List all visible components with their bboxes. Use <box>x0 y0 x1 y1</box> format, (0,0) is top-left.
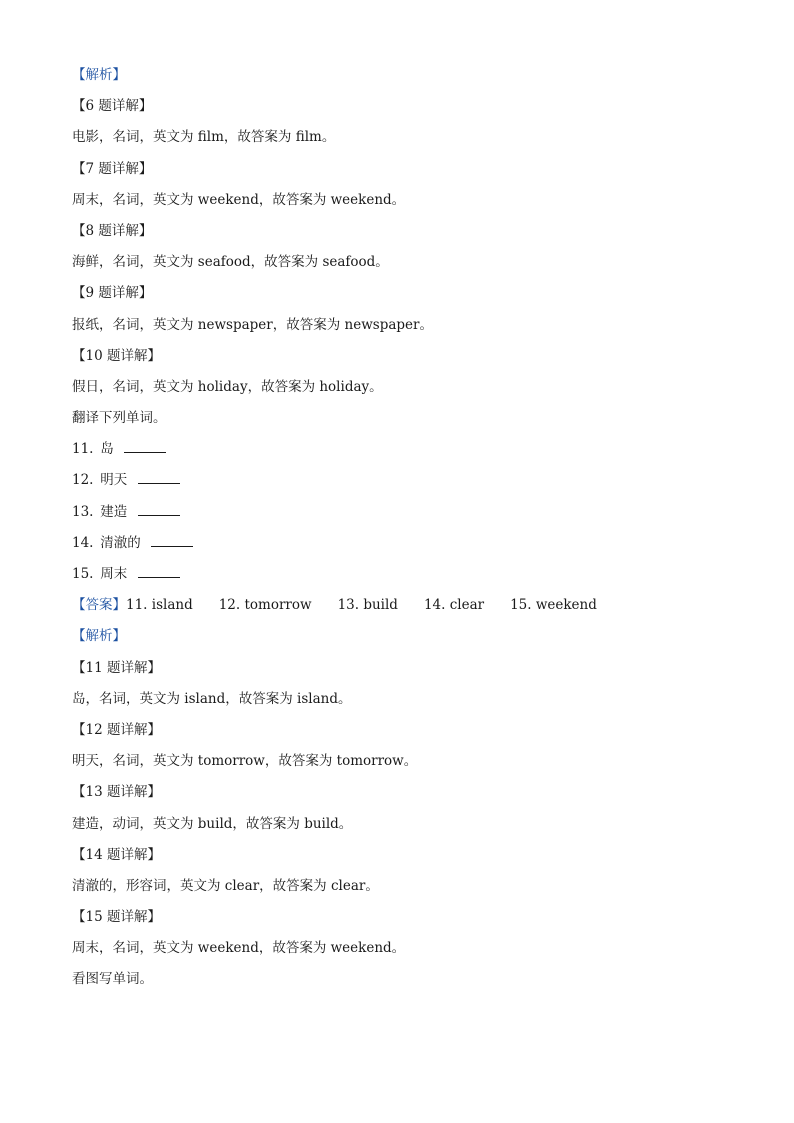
analysis-heading-1: 【解析】 <box>72 67 126 83</box>
detail-heading-13: 【13 题详解】 <box>72 784 161 801</box>
answer-11: 11. island <box>126 597 193 614</box>
question-word: 岛 <box>100 441 114 458</box>
detail-text-12: 明天，名词，英文为 tomorrow，故答案为 tomorrow。 <box>72 753 418 770</box>
detail-heading-15: 【15 题详解】 <box>72 909 161 926</box>
question-word: 清澈的 <box>100 534 141 551</box>
answer-blank <box>138 501 180 516</box>
instruction-translate: 翻译下列单词。 <box>72 410 167 427</box>
detail-heading-9: 【9 题详解】 <box>72 285 153 302</box>
document-page <box>72 64 732 1000</box>
answer-15: 15. weekend <box>510 597 597 614</box>
question-word: 明天 <box>100 472 128 489</box>
question-13 <box>72 501 732 532</box>
question-number: 13. <box>72 503 94 520</box>
question-number: 12. <box>72 472 94 489</box>
detail-heading-10: 【10 题详解】 <box>72 347 161 364</box>
detail-text-13: 建造，动词，英文为 build，故答案为 build。 <box>72 815 353 832</box>
answer-line <box>72 594 732 625</box>
detail-text-15: 周末，名词，英文为 weekend，故答案为 weekend。 <box>72 940 406 957</box>
question-15 <box>72 563 732 594</box>
answer-13: 13. build <box>337 597 398 614</box>
answer-blank <box>151 532 193 547</box>
detail-text-9: 报纸，名词，英文为 newspaper，故答案为 newspaper。 <box>72 316 433 333</box>
detail-heading-7: 【7 题详解】 <box>72 160 153 177</box>
answer-blank <box>138 563 180 578</box>
answer-blank <box>124 438 166 453</box>
answer-12: 12. tomorrow <box>218 597 312 614</box>
analysis-heading-2: 【解析】 <box>72 628 126 645</box>
answer-14: 14. clear <box>423 597 485 614</box>
detail-heading-8: 【8 题详解】 <box>72 222 153 239</box>
detail-text-10: 假日，名词，英文为 holiday，故答案为 holiday。 <box>72 378 383 395</box>
answer-label: 【答案】 <box>72 597 126 614</box>
question-number: 11. <box>72 441 94 458</box>
question-11 <box>72 438 732 469</box>
detail-heading-14: 【14 题详解】 <box>72 846 161 863</box>
instruction-picture-words: 看图写单词。 <box>72 971 153 988</box>
question-14 <box>72 532 732 563</box>
answer-blank <box>138 469 180 484</box>
detail-heading-12: 【12 题详解】 <box>72 721 161 738</box>
question-number: 15. <box>72 566 94 582</box>
question-word: 周末 <box>100 566 128 582</box>
detail-text-14: 清澈的，形容词，英文为 clear，故答案为 clear。 <box>72 877 379 894</box>
detail-heading-6: 【6 题详解】 <box>72 98 153 115</box>
detail-text-6: 电影，名词，英文为 film，故答案为 film。 <box>72 129 336 146</box>
question-12 <box>72 469 732 500</box>
detail-heading-11: 【11 题详解】 <box>72 659 161 676</box>
detail-text-8: 海鲜，名词，英文为 seafood，故答案为 seafood。 <box>72 254 389 271</box>
detail-text-11: 岛，名词，英文为 island，故答案为 island。 <box>72 690 352 707</box>
question-number: 14. <box>72 534 94 551</box>
question-word: 建造 <box>100 503 128 520</box>
detail-text-7: 周末，名词，英文为 weekend，故答案为 weekend。 <box>72 191 406 208</box>
